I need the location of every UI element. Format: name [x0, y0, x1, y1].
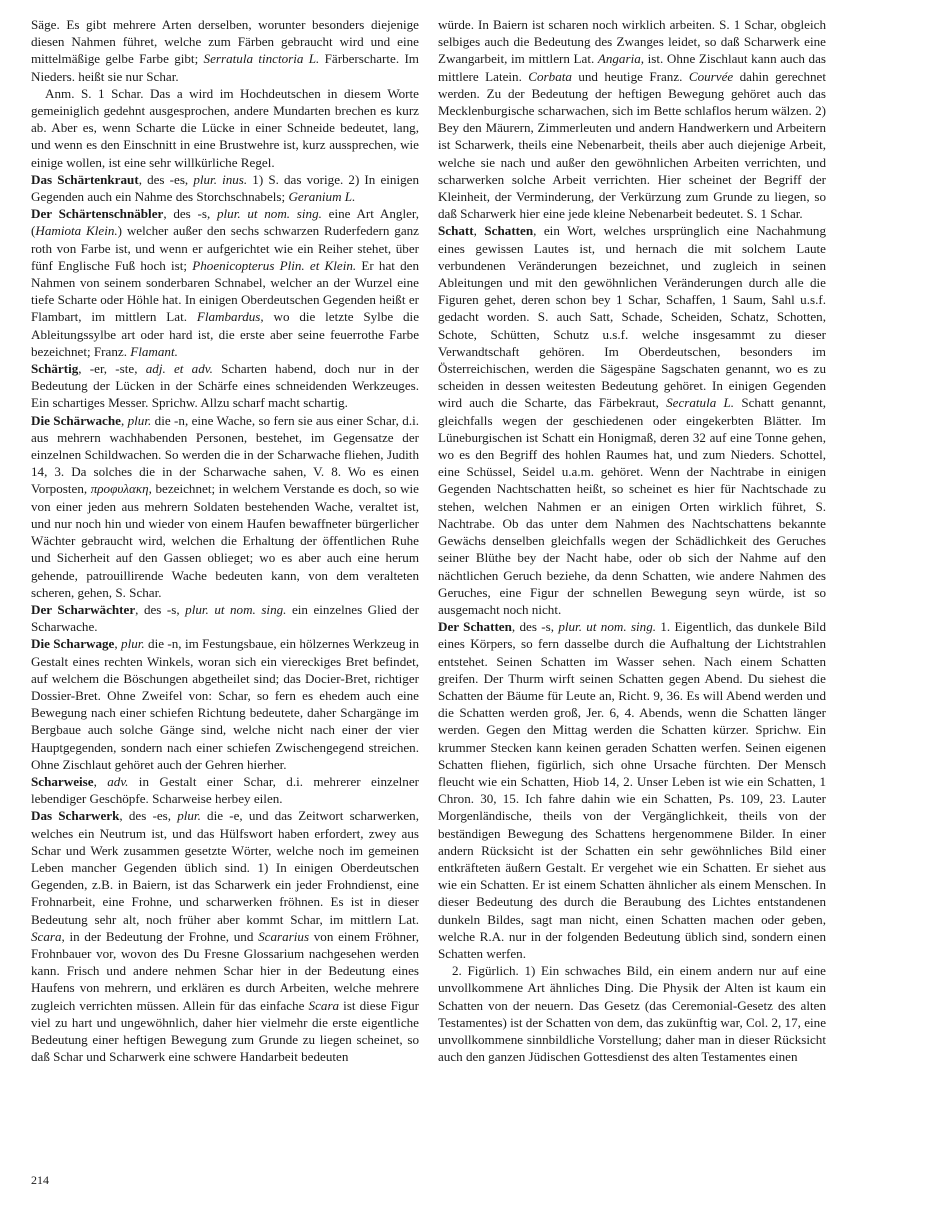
italic-term: Secratula L. [666, 395, 735, 411]
italic-term: Scara [308, 997, 340, 1013]
left-column [31, 16, 419, 1065]
entry-paragraph [31, 635, 419, 773]
italic-term: Courvée [688, 68, 734, 84]
headword: Der Schärtenschnäbler [31, 206, 164, 222]
entry-paragraph [31, 412, 419, 601]
entry-paragraph [31, 85, 419, 171]
entry-text: Färberscharte. Im Nieders. heißt sie nur Schar. [31, 51, 419, 84]
italic-term: plur. inus. [193, 171, 248, 187]
italic-term: προφυλακη [90, 481, 149, 497]
entry-text: , des -es, [138, 171, 194, 187]
entry-text: die -n, eine Wache, so fern sie aus einer Schar, d.i. aus mehrern wachhabenden Personen, bestehet, im Gegensatze der einzelnen Schildwachen. So werden die in der Scharwache fliehen, Judith 14, 3. Da solches die in der Scharwache sahen, V. 8. Wo es einen Vorposten, [31, 412, 419, 497]
italic-term: Corbata [528, 68, 572, 84]
entry-text: , ein Wort, welches ursprünglich eine Nachahmung eines gewissen Lautes ist, und hernach die mit solchem Laute verbundenen Veränderungen bezeichnet, und zugleich in seinen Ableitungen und mit den gewöhnlichen Veränderungen durch alle die Figuren gehet, deren schon bey 1 Schar, Schaffen, 1 Saum, Sahl u.s.f. gedacht worden. S. auch Satt, Schade, Scheiden, Schatz, Schotten, Schote, Schütten, Schutz u.s.f. welche insgesammt zu dieser Verwandtschaft gehören. Im Oberdeutschen, besonders im Österreichischen, werden die Sägespäne Sagschaten genannt, wo es zu scheiden in dessen weitesten Bedeutung gehöret. In einigen Gegenden wird auch die Scharte, das Färbekraut, [438, 223, 827, 411]
italic-term: Angaria, [597, 51, 645, 67]
entry-text: von einem Fröhner, Frohnbauer vor, wovon des Du Fresne Glossarium nachgesehen werden kann. Frisch und andere nehmen Schar hier in der Bedeutung eines Haufens von mehrern, und erklären es durch Arbeiten, welche mehrere zugleich verrichten müssen. Allein für das einfache [31, 928, 419, 1013]
italic-term: Phoenicopterus Plin. et Klein. [192, 257, 357, 273]
entry-text: , des -s, [135, 601, 186, 617]
entry-text: , des -s, [163, 206, 217, 222]
headword: Der Scharwächter [31, 601, 136, 617]
headword: Schärtig [31, 361, 79, 377]
entry-text: ist diese Figur viel zu hart und ungewöhnlich, daher hier vielmehr die erste eigentliche Bedeutung einer heftigen Bewegung zum Grunde zu liegen scheinet, so daß Schar und Scharwerk eine schwere Handarbeit bedeuten [31, 997, 419, 1065]
entry-paragraph [31, 16, 419, 85]
entry-text: ein einzelnes Glied der Scharwache. [31, 601, 419, 635]
italic-term: Flamant. [130, 343, 178, 359]
italic-term: Hamiota Klein. [35, 223, 118, 239]
entry-text: wo die letzte Sylbe die Ableitungssylbe art oder hard ist, die erste aber seine feuerrothe Farbe bezeichnet; Franz. [31, 309, 420, 359]
italic-term: Geranium L. [288, 189, 356, 205]
entry-text: die -e, und das Zeitwort scharwerken, welches ein Neutrum ist, und das Hülfswort haben erfordert, zwey aus Schar und Werk zusammen gesetzte Wörter, welche noch im gemeinen Leben mancher Gegenden üblich sind. 1) In einigen Oberdeutschen Gegenden, z.B. in Baiern, ist das Scharwerk ein jeder Frohndienst, eine Frohnarbeit, eine Frohne, und scharwerken fröhnen. Es ist in dieser Bedeutung sehr alt, noch früher aber kommt Schar, im mittlern Lat. [31, 808, 420, 927]
entry-text: Anm. S. 1 Schar. Das a wird im Hochdeutschen in diesem Worte gemeiniglich gedehnt ausgesprochen, andere Mundarten brechen es kurz ab. Aber es, wenn Scharte die Lücke in einer Schneide bedeutet, lang, und wenn es den Einschnitt in eine Brustwehre ist, kurz aussprechen, wie einige wollen, ist eine sehr willkürliche Regel. [31, 85, 419, 170]
entry-paragraph [438, 618, 826, 962]
headword: Das Schärtenkraut [31, 171, 139, 187]
italic-term: plur. ut nom. sing. [558, 619, 657, 635]
headword: Das Scharwerk [31, 808, 120, 824]
headword: Die Schärwache [31, 412, 121, 428]
entry-text: , [120, 412, 128, 428]
entry-paragraph [31, 773, 419, 807]
entry-paragraph [31, 601, 419, 635]
entry-text: die -n, im Festungsbaue, ein hölzernes Werkzeug in Gestalt eines rechten Winkels, woran sich ein viereckiges Bret befindet, auf welchem die Böschungen abgetheilet sind; das Docier-Bret, richtiger Dossier-Bret. Ohne Zweifel von: Schar, so fern es ehedem auch eine Bewegung nach einer schiefen Richtung bedeutete, daher Schargänge im Bergbaue auch solche Gänge sind, welche nicht nach einer der vier Hauptgegenden, sondern nach einer schiefen Zwischengegend streichen. Ohne Zischlaut gehöret auch der Gehren hierher. [31, 636, 419, 772]
right-column [438, 16, 826, 1065]
italic-term: Scararius [258, 928, 310, 944]
entry-text: , -er, -ste, [78, 361, 146, 377]
entry-text: Er hat den Nahmen von seinem sonderbaren Schnabel, welcher an der Wurzel eine tiefe Scharte oder Höhle hat. In einigen Oberdeutschen Gegenden heißt er Flambart, im mittlern Lat. [31, 257, 419, 325]
entry-paragraph [31, 205, 419, 360]
entry-text: 2. Figürlich. 1) Ein schwaches Bild, ein einem andern nur auf eine unvollkommene Art ähnliches Ding. Die Physik der Alten ist kaum ein Schatten von der neuern. Das Gesetz (das Ceremonial-Gesetz des alten Testamentes) ist der Schatten von dem, das zukünftig war, Col. 2, 17, eine unvollkommene sinnbildliche Vorstellung; daher man in dieser Rücksicht auch den ganzen Jüdischen Gottesdienst des alten Testamentes einen [438, 963, 827, 1065]
italic-term: plur. ut nom. sing. [185, 601, 287, 617]
entry-paragraph [31, 807, 419, 1065]
entry-text: , [473, 223, 485, 239]
entry-text: würde. In Baiern ist scharen noch wirklich arbeiten. S. 1 Schar, obgleich selbiges auch die Bedeutung des Zwanges leidet, so daß Scharwerk eine Zwangarbeit, im mittlern Lat. [438, 17, 826, 67]
entry-text: 1) S. das vorige. 2) In einigen Gegenden auch ein Nahme des Storchschnabels; [31, 171, 419, 205]
entry-text: , des -s, [511, 619, 559, 635]
entry-paragraph [438, 962, 826, 1065]
headword: Die Scharwage [31, 636, 115, 652]
entry-text: , des -es, [119, 808, 178, 824]
italic-term: plur. [127, 412, 152, 428]
headword: Schatten [484, 223, 534, 239]
entry-paragraph [438, 16, 826, 222]
entry-text: , [114, 636, 122, 652]
entry-paragraph [31, 360, 419, 412]
entry-text: Scharten habend, doch nur in der Bedeutung der Lücken in der Schärfe eines schneidenden Werkzeuges. Ein schartiges Messer. Sprichw. Allzu scharf macht schartig. [31, 361, 419, 411]
entry-text: Säge. Es gibt mehrere Arten derselben, worunter besonders diejenige diesen Nahmen führet, welche zum Färben gebraucht wird und eine mittelmäßige gelbe Farbe gibt; [31, 17, 419, 67]
entry-text: ) welcher außer den sechs schwarzen Ruderfedern ganz roth von Farbe ist, und wenn er aufgerichtet wie ein Reiher stehet, über fünf Englische Fuß hoch ist; [31, 223, 419, 273]
entry-text: , bezeichnet; in welchem Verstande es doch, so wie von einer jeden aus mehrern Soldaten bestehenden Wache, veraltet ist, und nur noch hin und wieder von einem Haufen bewaffneter bürgerlicher Wächter gebraucht wird, welchen die Erhaltung der öffentlichen Ruhe und Sicherheit auf den Gassen oblieget; wo es aber auch eine herum gehende, patrouillirende Wache bedeuten kann, von dem veralteten scheren, gehen, S. Schar. [31, 481, 419, 600]
entry-text: in der Bedeutung der Frohne, und [64, 928, 259, 944]
entry-text: und heutige Franz. [571, 68, 689, 84]
headword: Scharweise [31, 773, 94, 789]
entry-paragraph [31, 171, 419, 205]
entry-text: dahin gerechnet werden. Zu der Bedeutung der heftigen Bewegung gehöret auch das Mecklenburgische scharwachen, sich im Bette schlaflos herum wälzen. 2) Bey den Mäurern, Zimmerleuten und andern Handwerkern und Arbeitern ist Scharwerk, theils eine Nebenarbeit, theils aber auch diejenige Arbeit, welche sie nach und außer den gewöhnlichen Arbeiten verrichten, und scharwerken solche Arbeit verrichten. Hier scheinet der Begriff der Kleinheit, der Verminderung, der Verkürzung zum Grunde zu liegen, so daß Scharwerk hier eine jede kleine Nebenarbeit bedeutet. S. 1 Schar. [438, 68, 826, 222]
italic-term: Serratula tinctoria L. [203, 51, 320, 67]
italic-term: adj. et adv. [145, 361, 213, 377]
entry-paragraph [438, 222, 826, 618]
entry-text: in Gestalt einer Schar, d.i. mehrerer einzelner lebendiger Geschöpfe. Scharweise herbey eilen. [31, 773, 420, 807]
headword: Der Schatten [438, 619, 512, 635]
entry-text: eine Art Angler, ( [31, 206, 420, 239]
italic-term: plur. ut nom. sing. [216, 206, 322, 222]
italic-term: Flambardus, [196, 309, 264, 325]
italic-term: Scara, [31, 928, 65, 944]
entry-text: ist. Ohne Zischlaut kann auch das mittlere Latein. [438, 51, 826, 84]
entry-text: 1. Eigentlich, das dunkele Bild eines Körpers, so fern dasselbe durch die Aufhaltung der Lichtstrahlen entstehet. Seinen Schatten im Wasser sehen. Nach einem Schatten greifen. Der Thurm wirft seinen Schatten gegen Abend. Du siehest die Schatten der Bäume für Leute an, Richt. 9, 36. Es will Abend werden und die Schatten werden groß, Jer. 6, 4. Abends, wenn die Schatten länger werden. Gegen den Mittag werden die Schatten kürzer. Sprichw. Ein krummer Stecken kann keinen geraden Schatten werfen. Seinen eigenen Schatten fliehen, figürlich, sich ohne Ursache fürchten. Der Mensch fleucht wie ein Schatten, Hiob 14, 2. Unser Leben ist wie ein Schatten, 1 Chron. 30, 15. Ich fahre dahin wie ein Schatten, Ps. 109, 23. Lauter Morgenländische, theils von der Vergänglichkeit, theils von der beständigen Bewegung des Schattens hergenommene Bilder. In einer andern Rücksicht ist der Schatten ein sehr gewöhnliches Bild einer entkräfteten äußern Gestalt. Er vergehet wie ein Schatten. Er siehet aus wie ein Schatten. Er ist einem Schatten ähnlicher als einem Menschen. In dieser Bedeutung des durch die Beraubung des Lichtes entstandenen dunkeln Bildes, sagt man nicht, einen Schatten machen oder geben, welche R.A. nur in der folgenden Bedeutung üblich sind, sondern einen Schatten werfen. [438, 619, 827, 961]
italic-term: plur. [121, 636, 145, 652]
page-number: 214 [31, 1173, 49, 1187]
entry-text: , [93, 773, 108, 789]
italic-term: adv. [107, 773, 129, 789]
italic-term: plur. [177, 808, 201, 824]
headword: Schatt [438, 223, 474, 239]
entry-text: Schatt genannt, gleichfalls wegen der geschiedenen oder eingekerbten Blätter. Im Lüneburgischen ist Schatt ein Honigmaß, deren 32 auf eine Tonne gehen, wo es den Begriff des hohlen Raumes hat, und zum Nieders. Schottel, eine Schüssel, Seidel u.a.m. gehöret. Wenn der Nachtrabe in einigen Gegenden Nachtschatten heißt, so scheinet es hier für Nachtschade zu stehen, welchen Nahmen er an einigen Orten wirklich führet, S. Nachtrabe. Ob das unter dem Nahmen des Nachtschattens bekannte Gewächs denselben gleichfalls wegen der Schädlichkeit des Geruches seiner Blüthe bey der Nacht habe, oder ob sich der Nahme auf den nächtlichen Geruch beziehe, da denn Schatten, wie andere Nahmen des Geruches, eine Figur der schnellen Bewegung seyn würde, ist so ausgemacht noch nicht. [438, 395, 827, 617]
